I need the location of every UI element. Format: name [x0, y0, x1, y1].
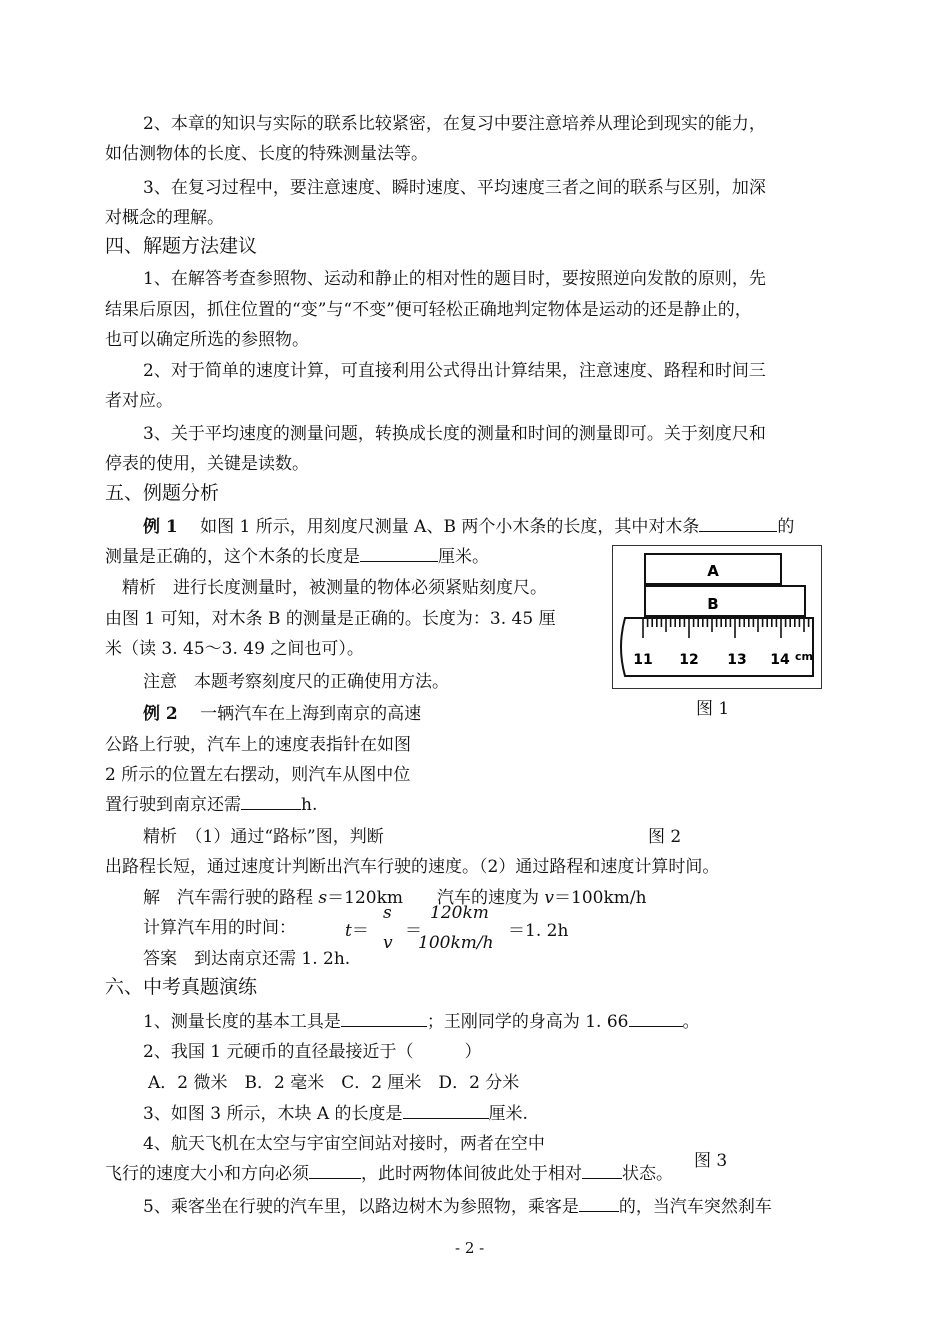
tick-label: 14 — [770, 652, 790, 668]
figure-1-caption: 图 1 — [696, 699, 730, 719]
paragraph-line: 结果后原因，抓住位置的“变”与“不变”便可轻松正确地判定物体是运动的还是静止的， — [105, 300, 752, 320]
example-2-line — [143, 702, 421, 726]
fraction-numerator: s — [383, 903, 392, 923]
example-label: 例 2 — [143, 704, 178, 724]
fraction-denominator: v — [383, 933, 393, 953]
paragraph-line: 2、本章的知识与实际的联系比较紧密，在复习中要注意培养从理论到现实的能力， — [143, 114, 766, 134]
text: 厘米. — [488, 1104, 528, 1124]
answer-line: 答案 到达南京还需 1. 2h. — [143, 949, 351, 969]
paragraph-line: 公路上行驶，汽车上的速度表指针在如图 — [105, 735, 411, 755]
text: ；王刚同学的身高为 1. 66 — [426, 1012, 629, 1032]
text: ，此时两物体间彼此处于相对 — [361, 1164, 582, 1184]
paragraph-line: 2、对于简单的速度计算，可直接利用公式得出计算结果，注意速度、路程和时间三 — [143, 361, 766, 381]
paragraph-line: 如估测物体的长度、长度的特殊测量法等。 — [105, 144, 428, 164]
text: 3、如图 3 所示，木块 A 的长度是 — [143, 1104, 403, 1124]
answer-blank[interactable] — [309, 1162, 361, 1179]
formula — [345, 916, 369, 941]
question-4: 4、航天飞机在太空与宇宙空间站对接时，两者在空中 — [143, 1134, 545, 1154]
paragraph-line: 对概念的理解。 — [105, 208, 224, 228]
question-5 — [143, 1195, 772, 1219]
paragraph-line: 米（读 3. 45～3. 49 之间也可）。 — [105, 639, 364, 659]
answer-blank[interactable] — [403, 1102, 489, 1119]
paragraph-line: 精析 进行长度测量时，被测量的物体必须紧贴刻度尺。 — [122, 578, 547, 598]
paragraph-line: 1、在解答考查参照物、运动和静止的相对性的题目时，要按照逆向发散的原则，先 — [143, 269, 766, 289]
section-heading-6: 六、中考真题演练 — [105, 976, 258, 998]
answer-blank[interactable] — [241, 793, 301, 810]
solution-line: 计算汽车用的时间： — [143, 918, 296, 938]
page-number: - 2 - — [455, 1239, 485, 1257]
question-4 — [105, 1162, 673, 1186]
example-1-line — [105, 545, 489, 569]
paragraph-line: 出路程长短，通过速度计判断出汽车行驶的速度。（2）通过路程和速度计算时间。 — [105, 857, 720, 877]
paragraph-line: 3、关于平均速度的测量问题，转换成长度的测量和时间的测量即可。关于刻度尺和 — [143, 424, 766, 444]
paragraph-line: 由图 1 可知，对木条 B 的测量是正确的。长度为：3. 45 厘 — [105, 609, 556, 629]
paragraph-line: 也可以确定所选的参照物。 — [105, 330, 309, 350]
text: 一辆汽车在上海到南京的高速 — [200, 704, 422, 724]
unit-label: cm — [795, 650, 813, 663]
text: 1、测量长度的基本工具是 — [143, 1012, 341, 1032]
question-1 — [143, 1010, 700, 1034]
block-b — [645, 586, 805, 616]
text: ＝100km/h — [554, 888, 647, 908]
paragraph-line: 3、在复习过程中，要注意速度、瞬时速度、平均速度三者之间的联系与区别，加深 — [143, 178, 766, 198]
tick-label: 12 — [679, 652, 699, 668]
example-label: 例 1 — [143, 517, 178, 537]
fraction-numerator: 120km — [430, 903, 489, 923]
figure-3-caption: 图 3 — [694, 1151, 728, 1171]
paragraph-line: 停表的使用，关键是读数。 — [105, 454, 309, 474]
text: 解 汽车需行驶的路程 — [143, 888, 319, 908]
text: h. — [301, 795, 318, 815]
text: 的 — [777, 517, 795, 537]
answer-blank[interactable] — [582, 1162, 622, 1179]
question-3 — [143, 1102, 528, 1126]
text: ＝120km 汽车的速度为 — [327, 888, 545, 908]
answer-blank[interactable] — [579, 1195, 619, 1212]
text: 置行驶到南京还需 — [105, 795, 241, 815]
text: 如图 1 所示，用刻度尺测量 A、B 两个小木条的长度，其中对木条 — [200, 517, 700, 537]
figure-1-ruler — [612, 545, 822, 689]
equals: ＝ — [351, 921, 369, 941]
solution-line — [143, 886, 647, 910]
answer-blank[interactable] — [629, 1010, 683, 1027]
text: 。 — [682, 1012, 700, 1032]
paragraph-line: 精析 （1）通过“路标”图，判断 — [143, 827, 384, 847]
section-heading-4: 四、解题方法建议 — [105, 235, 258, 257]
paragraph-line: 注意 本题考察刻度尺的正确使用方法。 — [143, 672, 449, 692]
example-1-line — [143, 515, 794, 539]
paragraph-line: 者对应。 — [105, 391, 173, 411]
tick-label: 13 — [727, 652, 747, 668]
result: ＝1. 2h — [508, 921, 569, 941]
variable-t: t — [345, 921, 352, 941]
text: 厘米。 — [438, 547, 489, 567]
section-heading-5: 五、例题分析 — [105, 482, 220, 504]
text: 的，当汽车突然刹车 — [618, 1197, 772, 1217]
equals: ＝ — [405, 921, 422, 941]
block-a-label: A — [707, 562, 719, 580]
text: 飞行的速度大小和方向必须 — [105, 1164, 309, 1184]
answer-blank[interactable] — [360, 545, 438, 562]
question-2-options: A．2 微米 B．2 毫米 C．2 厘米 D．2 分米 — [148, 1073, 520, 1093]
answer-blank[interactable] — [699, 515, 777, 532]
paragraph-line: 2 所示的位置左右摆动，则汽车从图中位 — [105, 765, 411, 785]
example-2-line — [105, 793, 317, 817]
text: 测量是正确的，这个木条的长度是 — [105, 547, 360, 567]
tick-label: 11 — [633, 652, 653, 668]
fraction-denominator: 100km/h — [418, 933, 494, 953]
answer-blank[interactable] — [341, 1010, 427, 1027]
text: 状态。 — [622, 1164, 673, 1184]
text: 5、乘客坐在行驶的汽车里，以路边树木为参照物，乘客是 — [143, 1197, 579, 1217]
block-b-label: B — [707, 595, 719, 613]
variable-v: v — [544, 888, 555, 908]
figure-2-caption: 图 2 — [648, 827, 682, 847]
question-2: 2、我国 1 元硬币的直径最接近于（ ） — [143, 1042, 482, 1062]
variable-s: s — [318, 888, 328, 908]
